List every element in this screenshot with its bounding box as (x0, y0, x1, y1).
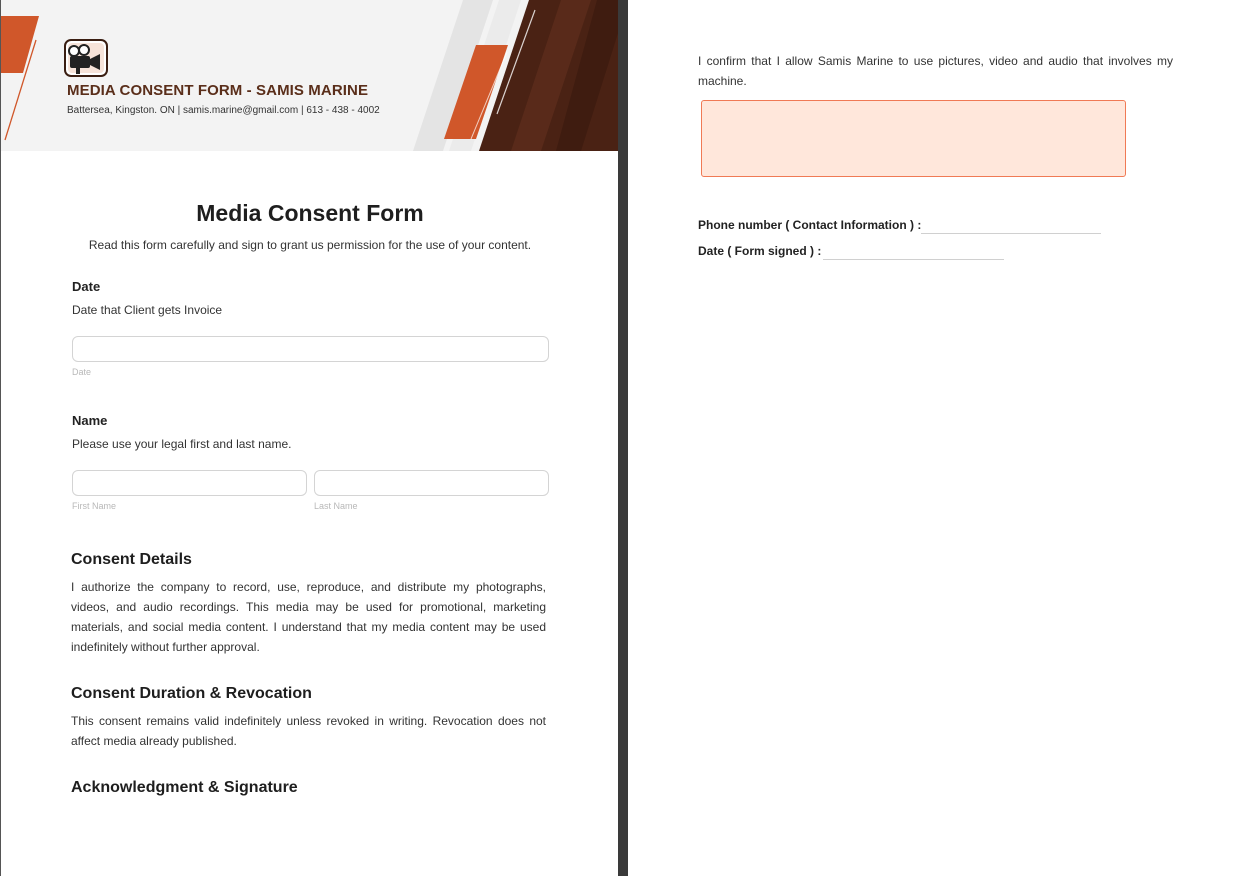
signature-box[interactable] (701, 100, 1126, 177)
last-name-sublabel: Last Name (314, 501, 358, 511)
name-field-description: Please use your legal first and last name. (72, 437, 292, 451)
form-title: Media Consent Form (196, 200, 424, 226)
date-signed-line[interactable] (823, 259, 1004, 260)
page-1 (0, 0, 618, 876)
accent-shape-left (1, 16, 39, 73)
consent-details-heading: Consent Details (71, 551, 192, 568)
header-banner (1, 0, 618, 151)
duration-text: This consent remains valid indefinitely unless revoked in writing. Revocation does not affect media already published. (71, 714, 546, 748)
duration-heading: Consent Duration & Revocation (71, 685, 312, 702)
confirm-text: I confirm that I allow Samis Marine to use pictures, video and audio that involves my machine. (698, 54, 1173, 88)
last-name-input[interactable] (314, 470, 549, 496)
phone-number-label: Phone number ( Contact Information ) : (698, 218, 922, 232)
date-field-label: Date (72, 279, 101, 294)
date-field-description: Date that Client gets Invoice (72, 303, 223, 317)
first-name-input[interactable] (72, 470, 307, 496)
page-2 (628, 0, 1244, 876)
consent-details-text: I authorize the company to record, use, reproduce, and distribute my photographs, videos, and audio recordings. This media may be used for promotional, marketing materials, and social media content. I understand that my media content may be used indefinitely without further approval. (71, 580, 546, 654)
company-contact-line: Battersea, Kingston. ON | samis.marine@gmail.com | 613 - 438 - 4002 (67, 105, 380, 116)
date-input[interactable] (72, 336, 549, 362)
first-name-sublabel: First Name (72, 501, 117, 511)
video-camera-icon (64, 38, 108, 78)
acknowledgment-heading: Acknowledgment & Signature (71, 779, 298, 796)
company-title: MEDIA CONSENT FORM - SAMIS MARINE (67, 82, 369, 99)
date-sublabel: Date (72, 367, 92, 377)
form-subtitle: Read this form carefully and sign to grant us permission for the use of your content. (88, 238, 532, 252)
date-signed-label: Date ( Form signed ) : (698, 244, 822, 258)
name-field-label: Name (72, 413, 108, 428)
phone-number-line[interactable] (921, 233, 1101, 234)
